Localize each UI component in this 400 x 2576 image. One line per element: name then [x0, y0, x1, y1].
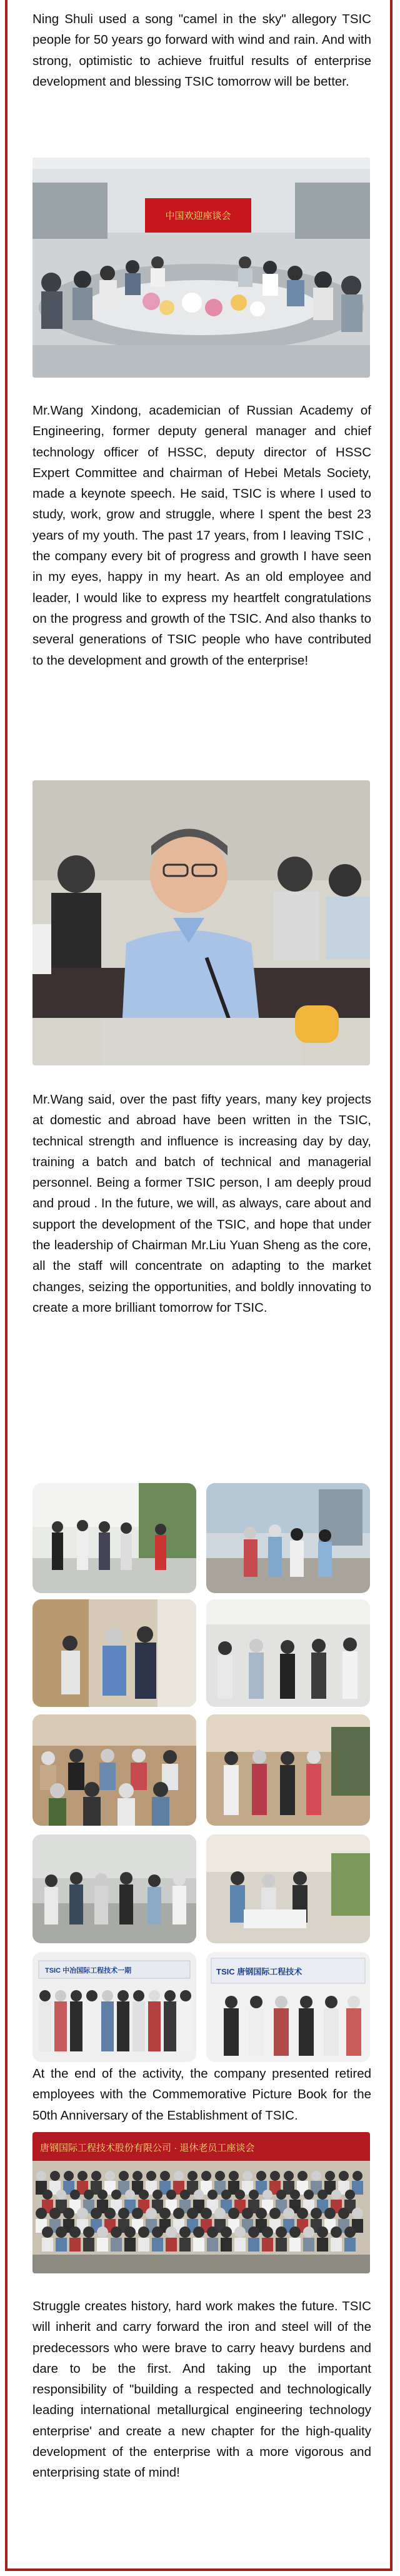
paragraph-wang-xindong-speech: Mr.Wang Xindong, academician of Russian Academy of Engineering, former deputy general manager and chief technology officer of HSSC, deputy director of HSSC Expert Committee and chairman of Hebei Metals Society, made a keynote speech. He said, TSIC is where I used to study, work, grow and struggle, where I spent the best 23 years of my youth. The past 17 years, from I leaving TSIC , the company every bit of progress and growth I have seen in my eyes, happy in my heart. As an old employee and leader, I would like to express my heartfelt congratulations on the progress and growth of the TSIC. And also thanks to several generations of TSIC people who have contributed to the development and growth of the enterprise!: [32, 403, 371, 668]
paragraph-ning-shuli: Ning Shuli used a song "camel in the sky" allegory TSIC people for 50 years go forward with wind and rain. And with strong, optimistic to achieve fruitful results of enterprise development and blessing TSIC tomorrow will be better.: [32, 12, 371, 89]
paragraph-picture-book: At the end of the activity, the company presented retired employees with the Commemorative Picture Book for the 50th Anniversary of the Establishment of TSIC.: [32, 2066, 371, 2123]
grid-photo-10: [206, 1952, 370, 2062]
grid-photo-7: [32, 1834, 196, 1943]
grid-photo-4: [206, 1599, 370, 1707]
grid-photo-5: [32, 1714, 196, 1826]
grid-photo-9: [32, 1952, 196, 2062]
speaker-photo: [32, 780, 370, 1065]
sign-right-text: TSIC 唐钢国际工程技术: [216, 1967, 302, 1976]
grid-photo-6: [206, 1714, 370, 1826]
paragraph-struggle: Struggle creates history, hard work makes the future. TSIC will inherit and carry forward the iron and steel will of the predecessors who were brave to carry heavy burdens and dare to be the first. And taking up the important responsibility of "building a respected and technologically leading international metallurgical engineering technology enterprise' and create a new chapter for the high-quality development of the enterprise with a more vigorous and enterprising state of mind!: [32, 2299, 371, 2480]
grid-photo-3: [32, 1599, 196, 1707]
group-photo: [32, 2132, 370, 2273]
grid-photo-8: [206, 1834, 370, 1943]
meeting-room-photo: [32, 158, 370, 378]
sign-left-text: TSIC 中冶国际工程技术一期: [45, 1967, 132, 1975]
meeting-banner-text: 中国欢迎座谈会: [165, 211, 231, 221]
grid-photo-2: [206, 1483, 370, 1593]
grid-photo-1: [32, 1483, 196, 1593]
group-banner-text: 唐钢国际工程技术股份有限公司 · 退休老员工座谈会: [40, 2143, 255, 2153]
paragraph-wang-future: Mr.Wang said, over the past fifty years, many key projects at domestic and abroad have been written in the TSIC, technical strength and influence is increasing day by day, training a batch and batch of technical and managerial personnel. Being a former TSIC person, I am deeply proud and proud . In the future, we will, as always, care about and support the development of the TSIC, and hope that under the leadership of Chairman Mr.Liu Yuan Sheng as the core, all the staff will concentrate on adapting to the market changes, seizing the opportunities, and boldly innovating to create a more brilliant tomorrow for TSIC.: [32, 1092, 371, 1315]
